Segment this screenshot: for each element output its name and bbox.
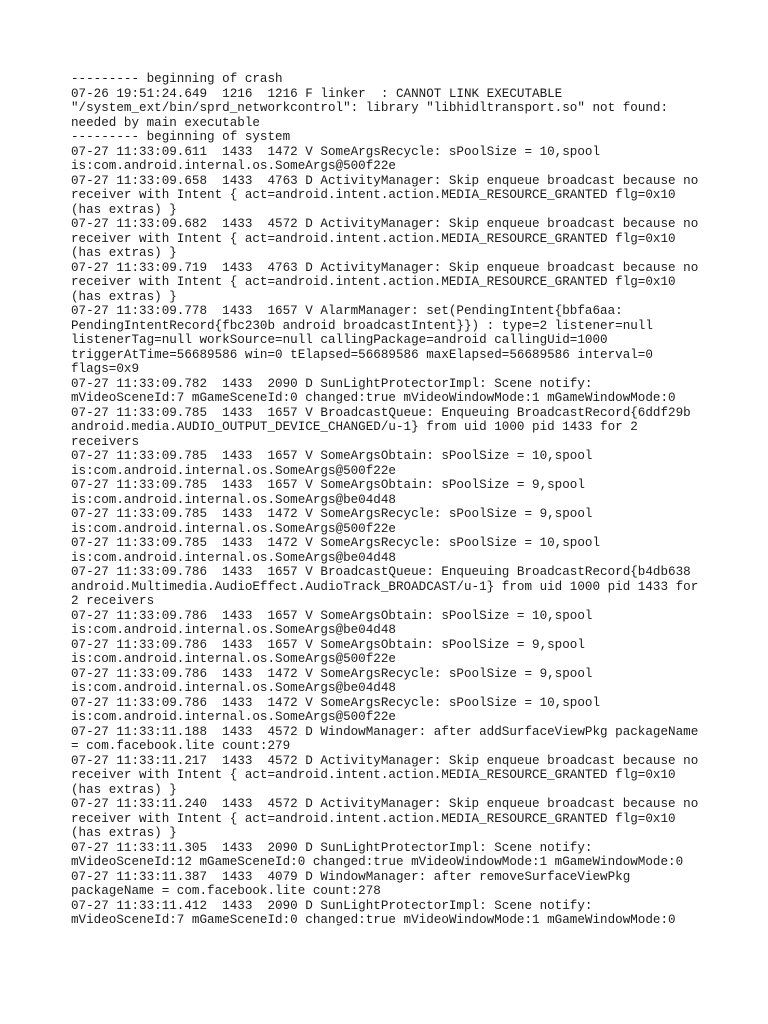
log-line: mVideoSceneId:7 mGameSceneId:0 changed:true mVideoWindowMode:1 mGameWindowMode:0 — [71, 391, 676, 405]
log-line: 07-27 11:33:09.785 1433 1472 V SomeArgsRecycle: sPoolSize = 9,spool — [71, 507, 593, 521]
log-line: 2 receivers — [71, 594, 155, 608]
log-line: mVideoSceneId:7 mGameSceneId:0 changed:true mVideoWindowMode:1 mGameWindowMode:0 — [71, 913, 676, 927]
log-line: = com.facebook.lite count:279 — [71, 739, 291, 753]
log-line: triggerAtTime=56689586 win=0 tElapsed=56689586 maxElapsed=56689586 interval=0 — [71, 347, 653, 362]
log-line: receiver with Intent { act=android.intent.action.MEDIA_RESOURCE_GRANTED flg=0x10 — [71, 231, 676, 246]
log-line: is:com.android.internal.os.SomeArgs@be04d48 — [71, 550, 396, 565]
log-line: receiver with Intent { act=android.intent.action.MEDIA_RESOURCE_GRANTED flg=0x10 — [71, 811, 676, 826]
log-line: is:com.android.internal.os.SomeArgs@be04d48 — [71, 681, 396, 695]
log-line: listenerTag=null workSource=null callingPackage=android callingUid=1000 — [71, 333, 608, 347]
log-line: mVideoSceneId:12 mGameSceneId:0 changed:true mVideoWindowMode:1 mGameWindowMode:0 — [71, 855, 684, 869]
log-line: receiver with Intent { act=android.intent.action.MEDIA_RESOURCE_GRANTED flg=0x10 — [71, 768, 676, 782]
log-line: is:com.android.internal.os.SomeArgs@be04d48 — [71, 492, 396, 507]
log-line: 07-27 11:33:11.387 1433 4079 D WindowManager: after removeSurfaceViewPkg — [71, 869, 631, 884]
log-line: 07-26 19:51:24.649 1216 1216 F linker : CANNOT LINK EXECUTABLE — [71, 86, 563, 101]
log-line: packageName = com.facebook.lite count:278 — [71, 884, 381, 898]
log-line: 07-27 11:33:09.785 1433 1657 V SomeArgsObtain: sPoolSize = 10,spool — [71, 449, 593, 463]
log-text — [71, 72, 711, 928]
log-line: 07-27 11:33:09.785 1433 1657 V BroadcastQueue: Enqueuing BroadcastRecord{6ddf29b — [71, 405, 691, 420]
log-line: receivers — [71, 434, 140, 449]
log-line: 07-27 11:33:09.782 1433 2090 D SunLightProtectorImpl: Scene notify: — [71, 376, 593, 391]
log-line: receiver with Intent { act=android.intent.action.MEDIA_RESOURCE_GRANTED flg=0x10 — [71, 188, 676, 202]
log-line: 07-27 11:33:09.658 1433 4763 D ActivityManager: Skip enqueue broadcast because no — [71, 173, 699, 188]
log-line: (has extras) } — [71, 289, 177, 304]
log-line: (has extras) } — [71, 246, 177, 260]
log-line: 07-27 11:33:09.786 1433 1472 V SomeArgsRecycle: sPoolSize = 9,spool — [71, 666, 593, 681]
log-line: android.Multimedia.AudioEffect.AudioTrack_BROADCAST/u-1} from uid 1000 pid 1433 for — [71, 579, 699, 594]
log-line: "/system_ext/bin/sprd_networkcontrol": library "libhidltransport.so" not found: — [71, 101, 669, 115]
log-line: 07-27 11:33:11.188 1433 4572 D WindowManager: after addSurfaceViewPkg packageName — [71, 724, 699, 739]
log-line: is:com.android.internal.os.SomeArgs@500f22e — [71, 521, 396, 536]
log-line: is:com.android.internal.os.SomeArgs@500f22e — [71, 159, 396, 173]
log-line: 07-27 11:33:09.786 1433 1657 V SomeArgsObtain: sPoolSize = 10,spool — [71, 608, 593, 623]
log-line: flags=0x9 — [71, 362, 140, 376]
log-line: is:com.android.internal.os.SomeArgs@500f22e — [71, 652, 396, 666]
log-line: receiver with Intent { act=android.intent.action.MEDIA_RESOURCE_GRANTED flg=0x10 — [71, 275, 676, 289]
log-line: 07-27 11:33:09.785 1433 1472 V SomeArgsRecycle: sPoolSize = 10,spool — [71, 536, 601, 550]
log-line: is:com.android.internal.os.SomeArgs@500f22e — [71, 710, 396, 724]
log-line: 07-27 11:33:11.240 1433 4572 D ActivityManager: Skip enqueue broadcast because no — [71, 797, 699, 811]
log-line: 07-27 11:33:09.786 1433 1657 V BroadcastQueue: Enqueuing BroadcastRecord{b4db638 — [71, 565, 691, 579]
log-line: 07-27 11:33:09.785 1433 1657 V SomeArgsObtain: sPoolSize = 9,spool — [71, 478, 585, 492]
log-line: PendingIntentRecord{fbc230b android broadcastIntent}}) : type=2 listener=null — [71, 318, 653, 333]
log-line: 07-27 11:33:09.682 1433 4572 D ActivityManager: Skip enqueue broadcast because no — [71, 217, 699, 231]
log-line: 07-27 11:33:09.778 1433 1657 V AlarmManager: set(PendingIntent{bbfa6aa: — [71, 304, 623, 318]
log-line: 07-27 11:33:11.412 1433 2090 D SunLightProtectorImpl: Scene notify: — [71, 898, 593, 913]
log-line: is:com.android.internal.os.SomeArgs@500f22e — [71, 463, 396, 478]
log-line: 07-27 11:33:09.786 1433 1657 V SomeArgsObtain: sPoolSize = 9,spool — [71, 637, 585, 652]
log-line: 07-27 11:33:09.719 1433 4763 D ActivityManager: Skip enqueue broadcast because no — [71, 260, 699, 275]
log-line: --------- beginning of system — [71, 130, 291, 144]
log-line: (has extras) } — [71, 202, 177, 217]
log-line: is:com.android.internal.os.SomeArgs@be04d48 — [71, 623, 396, 637]
log-line: (has extras) } — [71, 782, 177, 797]
log-line: 07-27 11:33:11.217 1433 4572 D ActivityManager: Skip enqueue broadcast because no — [71, 753, 699, 768]
log-line: 07-27 11:33:09.611 1433 1472 V SomeArgsRecycle: sPoolSize = 10,spool — [71, 144, 601, 159]
log-line: (has extras) } — [71, 826, 177, 840]
log-line: needed by main executable — [71, 115, 260, 130]
log-line: android.media.AUDIO_OUTPUT_DEVICE_CHANGED/u-1} from uid 1000 pid 1433 for 2 — [71, 420, 638, 434]
log-line: 07-27 11:33:09.786 1433 1472 V SomeArgsRecycle: sPoolSize = 10,spool — [71, 695, 601, 710]
log-line: --------- beginning of crash — [71, 72, 283, 86]
log-line: 07-27 11:33:11.305 1433 2090 D SunLightProtectorImpl: Scene notify: — [71, 840, 593, 855]
